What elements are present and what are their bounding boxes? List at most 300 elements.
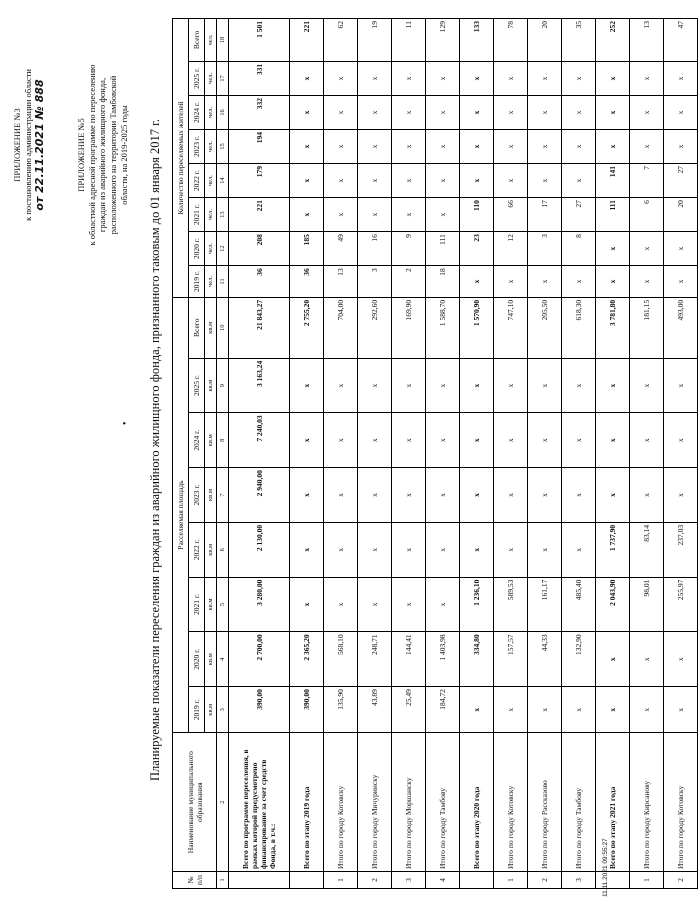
value-cell: x bbox=[392, 130, 426, 164]
value-cell: x bbox=[596, 413, 630, 468]
value-cell: x bbox=[596, 130, 630, 164]
value-cell: 141 bbox=[596, 164, 630, 198]
appendix-5-line: области, на 2019-2025 годы bbox=[118, 105, 129, 205]
row-number: 1 bbox=[324, 871, 358, 888]
value-cell: x bbox=[494, 687, 528, 733]
value-cell: 44,33 bbox=[528, 632, 562, 687]
value-cell: 133 bbox=[460, 19, 494, 62]
value-cell: 62 bbox=[324, 19, 358, 62]
value-cell: x bbox=[494, 266, 528, 298]
value-cell: 6 bbox=[630, 198, 664, 232]
value-cell: 27 bbox=[562, 198, 596, 232]
row-number: 2 bbox=[358, 871, 392, 888]
row-name: Итого по городу Котовску bbox=[494, 733, 528, 872]
print-timestamp: 11.11.2021 09:55:27 bbox=[602, 838, 609, 897]
table-row bbox=[494, 19, 528, 889]
appendix-5-line: к областной адресной программе по переселению bbox=[86, 64, 97, 246]
column-number: 1 bbox=[217, 871, 229, 888]
value-cell: x bbox=[528, 522, 562, 577]
unit-cell: чел. bbox=[205, 61, 217, 95]
value-cell: x bbox=[426, 522, 460, 577]
value-cell: 83,14 bbox=[630, 522, 664, 577]
value-cell: 2 755,20 bbox=[290, 297, 324, 358]
column-number: 8 bbox=[217, 413, 229, 468]
column-number: 11 bbox=[217, 266, 229, 298]
value-cell: 17 bbox=[528, 198, 562, 232]
value-cell: x bbox=[528, 413, 562, 468]
unit-cell: кв.м bbox=[205, 577, 217, 632]
value-cell: 161,17 bbox=[528, 577, 562, 632]
value-cell: x bbox=[426, 164, 460, 198]
value-cell: x bbox=[324, 164, 358, 198]
value-cell: x bbox=[392, 577, 426, 632]
value-cell: 704,00 bbox=[324, 297, 358, 358]
unit-cell: чел. bbox=[205, 95, 217, 129]
value-cell: x bbox=[562, 266, 596, 298]
value-cell: 21 843,27 bbox=[229, 297, 290, 358]
value-cell: x bbox=[324, 577, 358, 632]
value-cell: x bbox=[630, 232, 664, 266]
value-cell: 194 bbox=[229, 130, 290, 164]
column-number: 13 bbox=[217, 198, 229, 232]
value-cell: x bbox=[426, 413, 460, 468]
value-cell: 169,90 bbox=[392, 297, 426, 358]
value-cell: x bbox=[358, 164, 392, 198]
value-cell: x bbox=[664, 632, 698, 687]
value-cell: 1 570,90 bbox=[460, 297, 494, 358]
value-cell: 11 bbox=[392, 19, 426, 62]
value-cell: 255,97 bbox=[664, 577, 698, 632]
area-year-header: Всего bbox=[189, 297, 205, 358]
value-cell: 66 bbox=[494, 198, 528, 232]
value-cell: 2 130,00 bbox=[229, 522, 290, 577]
value-cell: 205,50 bbox=[528, 297, 562, 358]
column-number: 18 bbox=[217, 19, 229, 62]
unit-cell: кв.м bbox=[205, 522, 217, 577]
value-cell: x bbox=[460, 61, 494, 95]
value-cell: 20 bbox=[528, 19, 562, 62]
row-name: Итого по городу Мичуринску bbox=[358, 733, 392, 872]
value-cell: x bbox=[460, 687, 494, 733]
row-number: 3 bbox=[562, 871, 596, 888]
value-cell: 181,15 bbox=[630, 297, 664, 358]
table-row bbox=[460, 19, 494, 889]
value-cell: x bbox=[290, 164, 324, 198]
table-row bbox=[664, 19, 698, 889]
column-number: 6 bbox=[217, 522, 229, 577]
unit-cell: кв.м bbox=[205, 468, 217, 523]
value-cell: x bbox=[494, 61, 528, 95]
value-cell: x bbox=[562, 413, 596, 468]
unit-cell: чел. bbox=[205, 130, 217, 164]
value-cell: 747,10 bbox=[494, 297, 528, 358]
row-number: 2 bbox=[528, 871, 562, 888]
row-name: Итого по городу Кирсанову bbox=[630, 733, 664, 872]
value-cell: 252 bbox=[596, 19, 630, 62]
table-row bbox=[426, 19, 460, 889]
value-cell: x bbox=[630, 266, 664, 298]
row-name: Итого по городу Котовску bbox=[664, 733, 698, 872]
value-cell: x bbox=[426, 130, 460, 164]
value-cell: 132,90 bbox=[562, 632, 596, 687]
value-cell: x bbox=[324, 522, 358, 577]
appendix-5-title: ПРИЛОЖЕНИЕ №5 bbox=[76, 118, 86, 192]
header-people: Количество переселяемых жителей bbox=[173, 19, 189, 298]
unit-cell: кв.м bbox=[205, 297, 217, 358]
stray-dot: • bbox=[120, 421, 131, 425]
unit-cell: чел. bbox=[205, 232, 217, 266]
value-cell: x bbox=[494, 164, 528, 198]
value-cell: x bbox=[528, 61, 562, 95]
value-cell: x bbox=[596, 687, 630, 733]
value-cell: x bbox=[664, 61, 698, 95]
value-cell: 43,89 bbox=[358, 687, 392, 733]
value-cell: 9 bbox=[392, 232, 426, 266]
table-row bbox=[229, 19, 290, 889]
value-cell: 36 bbox=[290, 266, 324, 298]
value-cell: x bbox=[630, 130, 664, 164]
row-name: Итого по городу Моршанску bbox=[392, 733, 426, 872]
value-cell: x bbox=[358, 522, 392, 577]
appendix-5-line: граждан из аварийного жилищного фонда, bbox=[97, 77, 108, 233]
row-number bbox=[290, 871, 324, 888]
row-name: Всего по этапу 2019 года bbox=[290, 733, 324, 872]
value-cell: 331 bbox=[229, 61, 290, 95]
value-cell: 493,00 bbox=[664, 297, 698, 358]
value-cell: 184,72 bbox=[426, 687, 460, 733]
people-year-header: 2025 г. bbox=[189, 61, 205, 95]
value-cell: x bbox=[664, 468, 698, 523]
value-cell: x bbox=[494, 413, 528, 468]
value-cell: x bbox=[290, 468, 324, 523]
table-row bbox=[528, 19, 562, 889]
value-cell: 2 940,00 bbox=[229, 468, 290, 523]
value-cell: x bbox=[460, 130, 494, 164]
value-cell: x bbox=[426, 95, 460, 129]
header-area: Расселяемая площадь bbox=[173, 297, 189, 733]
column-number: 15 bbox=[217, 130, 229, 164]
column-number: 10 bbox=[217, 297, 229, 358]
header-name: Наименование муниципального образования bbox=[173, 733, 217, 872]
value-cell: x bbox=[324, 413, 358, 468]
value-cell: x bbox=[324, 130, 358, 164]
appendix-5-header bbox=[76, 30, 129, 280]
value-cell: 13 bbox=[630, 19, 664, 62]
value-cell: x bbox=[664, 266, 698, 298]
appendix-3-title: ПРИЛОЖЕНИЕ №3 bbox=[12, 108, 22, 182]
value-cell: x bbox=[630, 413, 664, 468]
value-cell: 144,41 bbox=[392, 632, 426, 687]
value-cell: 1 236,10 bbox=[460, 577, 494, 632]
value-cell: 185 bbox=[290, 232, 324, 266]
table-row bbox=[562, 19, 596, 889]
people-year-header: 2019 г. bbox=[189, 266, 205, 298]
table-row bbox=[290, 19, 324, 889]
value-cell: x bbox=[392, 164, 426, 198]
value-cell: 2 365,20 bbox=[290, 632, 324, 687]
value-cell: x bbox=[630, 95, 664, 129]
value-cell: x bbox=[392, 522, 426, 577]
row-name: Итого по городу Тамбову bbox=[562, 733, 596, 872]
value-cell: x bbox=[528, 468, 562, 523]
row-name: Итого по городу Котовску bbox=[324, 733, 358, 872]
value-cell: x bbox=[630, 687, 664, 733]
table-row bbox=[392, 19, 426, 889]
value-cell: 111 bbox=[596, 198, 630, 232]
appendix-3-handwritten-date: от 22.11.2021 № 888 bbox=[33, 79, 47, 211]
column-number: 14 bbox=[217, 164, 229, 198]
value-cell: x bbox=[494, 522, 528, 577]
value-cell: x bbox=[664, 687, 698, 733]
value-cell: 3 163,24 bbox=[229, 358, 290, 413]
value-cell: x bbox=[460, 164, 494, 198]
people-year-header: 2022 г. bbox=[189, 164, 205, 198]
table-row bbox=[324, 19, 358, 889]
value-cell: 111 bbox=[426, 232, 460, 266]
value-cell: x bbox=[630, 468, 664, 523]
value-cell: x bbox=[358, 413, 392, 468]
value-cell: x bbox=[596, 61, 630, 95]
value-cell: x bbox=[562, 687, 596, 733]
header-no: № п/п bbox=[173, 871, 217, 888]
value-cell: x bbox=[290, 522, 324, 577]
column-number: 5 bbox=[217, 577, 229, 632]
table-row bbox=[596, 19, 630, 889]
row-number: 1 bbox=[494, 871, 528, 888]
value-cell: 12 bbox=[494, 232, 528, 266]
value-cell: x bbox=[426, 577, 460, 632]
table-row bbox=[630, 19, 664, 889]
value-cell: 3 781,80 bbox=[596, 297, 630, 358]
value-cell: x bbox=[562, 164, 596, 198]
value-cell: 27 bbox=[664, 164, 698, 198]
value-cell: x bbox=[358, 61, 392, 95]
value-cell: x bbox=[664, 358, 698, 413]
row-name: Всего по этапу 2021 года bbox=[596, 733, 630, 872]
value-cell: x bbox=[392, 95, 426, 129]
value-cell: x bbox=[358, 130, 392, 164]
appendix-3-text: к постановлению администрации области bbox=[22, 69, 33, 221]
value-cell: 568,10 bbox=[324, 632, 358, 687]
value-cell: x bbox=[494, 95, 528, 129]
value-cell: x bbox=[562, 468, 596, 523]
unit-cell: чел. bbox=[205, 266, 217, 298]
value-cell: x bbox=[596, 468, 630, 523]
people-year-header: 2020 г. bbox=[189, 232, 205, 266]
area-year-header: 2025 г. bbox=[189, 358, 205, 413]
value-cell: x bbox=[596, 358, 630, 413]
value-cell: x bbox=[460, 266, 494, 298]
value-cell: x bbox=[324, 468, 358, 523]
value-cell: x bbox=[392, 358, 426, 413]
value-cell: 1 588,70 bbox=[426, 297, 460, 358]
value-cell: x bbox=[426, 358, 460, 413]
appendix-3-header bbox=[12, 25, 47, 265]
value-cell: 20 bbox=[664, 198, 698, 232]
value-cell: x bbox=[460, 522, 494, 577]
value-cell: x bbox=[630, 632, 664, 687]
value-cell: 157,57 bbox=[494, 632, 528, 687]
value-cell: x bbox=[392, 198, 426, 232]
value-cell: 2 bbox=[392, 266, 426, 298]
value-cell: x bbox=[528, 164, 562, 198]
value-cell: 19 bbox=[358, 19, 392, 62]
value-cell: x bbox=[664, 413, 698, 468]
value-cell: 208 bbox=[229, 232, 290, 266]
column-number: 16 bbox=[217, 95, 229, 129]
value-cell: 1 403,98 bbox=[426, 632, 460, 687]
people-year-header: Всего bbox=[189, 19, 205, 62]
value-cell: x bbox=[494, 358, 528, 413]
value-cell: 2 700,00 bbox=[229, 632, 290, 687]
value-cell: x bbox=[392, 413, 426, 468]
unit-cell: кв.м bbox=[205, 632, 217, 687]
value-cell: x bbox=[494, 130, 528, 164]
area-year-header: 2022 г. bbox=[189, 522, 205, 577]
value-cell: 25,49 bbox=[392, 687, 426, 733]
value-cell: 98,01 bbox=[630, 577, 664, 632]
value-cell: 23 bbox=[460, 232, 494, 266]
value-cell: x bbox=[630, 61, 664, 95]
row-name: Всего по программе переселения, в рамках которой предусмотрено финансирование за счет средств Фонда, в т.ч.: bbox=[229, 733, 290, 872]
value-cell: 221 bbox=[290, 19, 324, 62]
value-cell: 237,03 bbox=[664, 522, 698, 577]
area-year-header: 2020 г. bbox=[189, 632, 205, 687]
column-number: 7 bbox=[217, 468, 229, 523]
column-number: 3 bbox=[217, 687, 229, 733]
value-cell: x bbox=[562, 95, 596, 129]
value-cell: 49 bbox=[324, 232, 358, 266]
value-cell: 2 043,90 bbox=[596, 577, 630, 632]
value-cell: x bbox=[528, 358, 562, 413]
value-cell: x bbox=[494, 468, 528, 523]
area-year-header: 2023 г. bbox=[189, 468, 205, 523]
value-cell: 292,60 bbox=[358, 297, 392, 358]
value-cell: x bbox=[426, 61, 460, 95]
value-cell: 485,40 bbox=[562, 577, 596, 632]
people-year-header: 2023 г. bbox=[189, 130, 205, 164]
column-number: 9 bbox=[217, 358, 229, 413]
value-cell: 78 bbox=[494, 19, 528, 62]
value-cell: 618,30 bbox=[562, 297, 596, 358]
value-cell: x bbox=[358, 468, 392, 523]
appendix-5-line: расположенного на территории Тамбовской bbox=[107, 75, 118, 235]
value-cell: x bbox=[460, 413, 494, 468]
row-name: Итого по городу Тамбову bbox=[426, 733, 460, 872]
value-cell: x bbox=[358, 358, 392, 413]
unit-cell: кв.м bbox=[205, 358, 217, 413]
value-cell: x bbox=[528, 266, 562, 298]
people-year-header: 2024 г. bbox=[189, 95, 205, 129]
value-cell: x bbox=[630, 358, 664, 413]
value-cell: 390,00 bbox=[290, 687, 324, 733]
value-cell: x bbox=[528, 130, 562, 164]
value-cell: x bbox=[358, 95, 392, 129]
value-cell: x bbox=[290, 577, 324, 632]
value-cell: x bbox=[596, 232, 630, 266]
table-row bbox=[358, 19, 392, 889]
value-cell: x bbox=[596, 95, 630, 129]
value-cell: x bbox=[392, 61, 426, 95]
unit-cell: чел. bbox=[205, 198, 217, 232]
value-cell: 135,90 bbox=[324, 687, 358, 733]
value-cell: 110 bbox=[460, 198, 494, 232]
value-cell: x bbox=[324, 95, 358, 129]
value-cell: x bbox=[562, 130, 596, 164]
row-number: 3 bbox=[392, 871, 426, 888]
row-number: 4 bbox=[426, 871, 460, 888]
value-cell: x bbox=[324, 61, 358, 95]
value-cell: x bbox=[528, 95, 562, 129]
value-cell: 18 bbox=[426, 266, 460, 298]
value-cell: x bbox=[596, 266, 630, 298]
value-cell: 3 bbox=[528, 232, 562, 266]
value-cell: x bbox=[596, 632, 630, 687]
unit-cell: кв.м bbox=[205, 687, 217, 733]
value-cell: x bbox=[290, 95, 324, 129]
column-number: 12 bbox=[217, 232, 229, 266]
value-cell: x bbox=[664, 130, 698, 164]
value-cell: 332 bbox=[229, 95, 290, 129]
column-number: 4 bbox=[217, 632, 229, 687]
data-table bbox=[172, 18, 698, 889]
row-number bbox=[596, 871, 630, 888]
value-cell: 3 bbox=[358, 266, 392, 298]
row-number bbox=[460, 871, 494, 888]
value-cell: x bbox=[358, 198, 392, 232]
value-cell: 129 bbox=[426, 19, 460, 62]
document-title: Планируемые показатели переселения граждан из аварийного жилищного фонда, признанного таковым до 01 января 2017 г. bbox=[148, 119, 162, 781]
value-cell: x bbox=[528, 687, 562, 733]
unit-cell: чел. bbox=[205, 19, 217, 62]
value-cell: 3 280,00 bbox=[229, 577, 290, 632]
value-cell: x bbox=[290, 413, 324, 468]
value-cell: 248,71 bbox=[358, 632, 392, 687]
value-cell: x bbox=[290, 358, 324, 413]
value-cell: 334,80 bbox=[460, 632, 494, 687]
unit-cell: чел. bbox=[205, 164, 217, 198]
value-cell: x bbox=[290, 61, 324, 95]
area-year-header: 2024 г. bbox=[189, 413, 205, 468]
value-cell: 179 bbox=[229, 164, 290, 198]
value-cell: x bbox=[324, 358, 358, 413]
value-cell: x bbox=[290, 198, 324, 232]
value-cell: 390,00 bbox=[229, 687, 290, 733]
value-cell: x bbox=[460, 358, 494, 413]
row-number: 1 bbox=[630, 871, 664, 888]
column-number: 2 bbox=[217, 733, 229, 872]
value-cell: x bbox=[664, 95, 698, 129]
value-cell: x bbox=[290, 130, 324, 164]
value-cell: 36 bbox=[229, 266, 290, 298]
column-number: 17 bbox=[217, 61, 229, 95]
value-cell: 7 240,03 bbox=[229, 413, 290, 468]
value-cell: 7 bbox=[630, 164, 664, 198]
row-name: Итого по городу Рассказово bbox=[528, 733, 562, 872]
value-cell: 13 bbox=[324, 266, 358, 298]
value-cell: 47 bbox=[664, 19, 698, 62]
value-cell: x bbox=[426, 198, 460, 232]
people-year-header: 2021 г. bbox=[189, 198, 205, 232]
area-year-header: 2021 г. bbox=[189, 577, 205, 632]
value-cell: 8 bbox=[562, 232, 596, 266]
value-cell: x bbox=[460, 95, 494, 129]
value-cell: x bbox=[562, 61, 596, 95]
value-cell: x bbox=[562, 522, 596, 577]
value-cell: x bbox=[426, 468, 460, 523]
value-cell: x bbox=[358, 577, 392, 632]
value-cell: x bbox=[460, 468, 494, 523]
